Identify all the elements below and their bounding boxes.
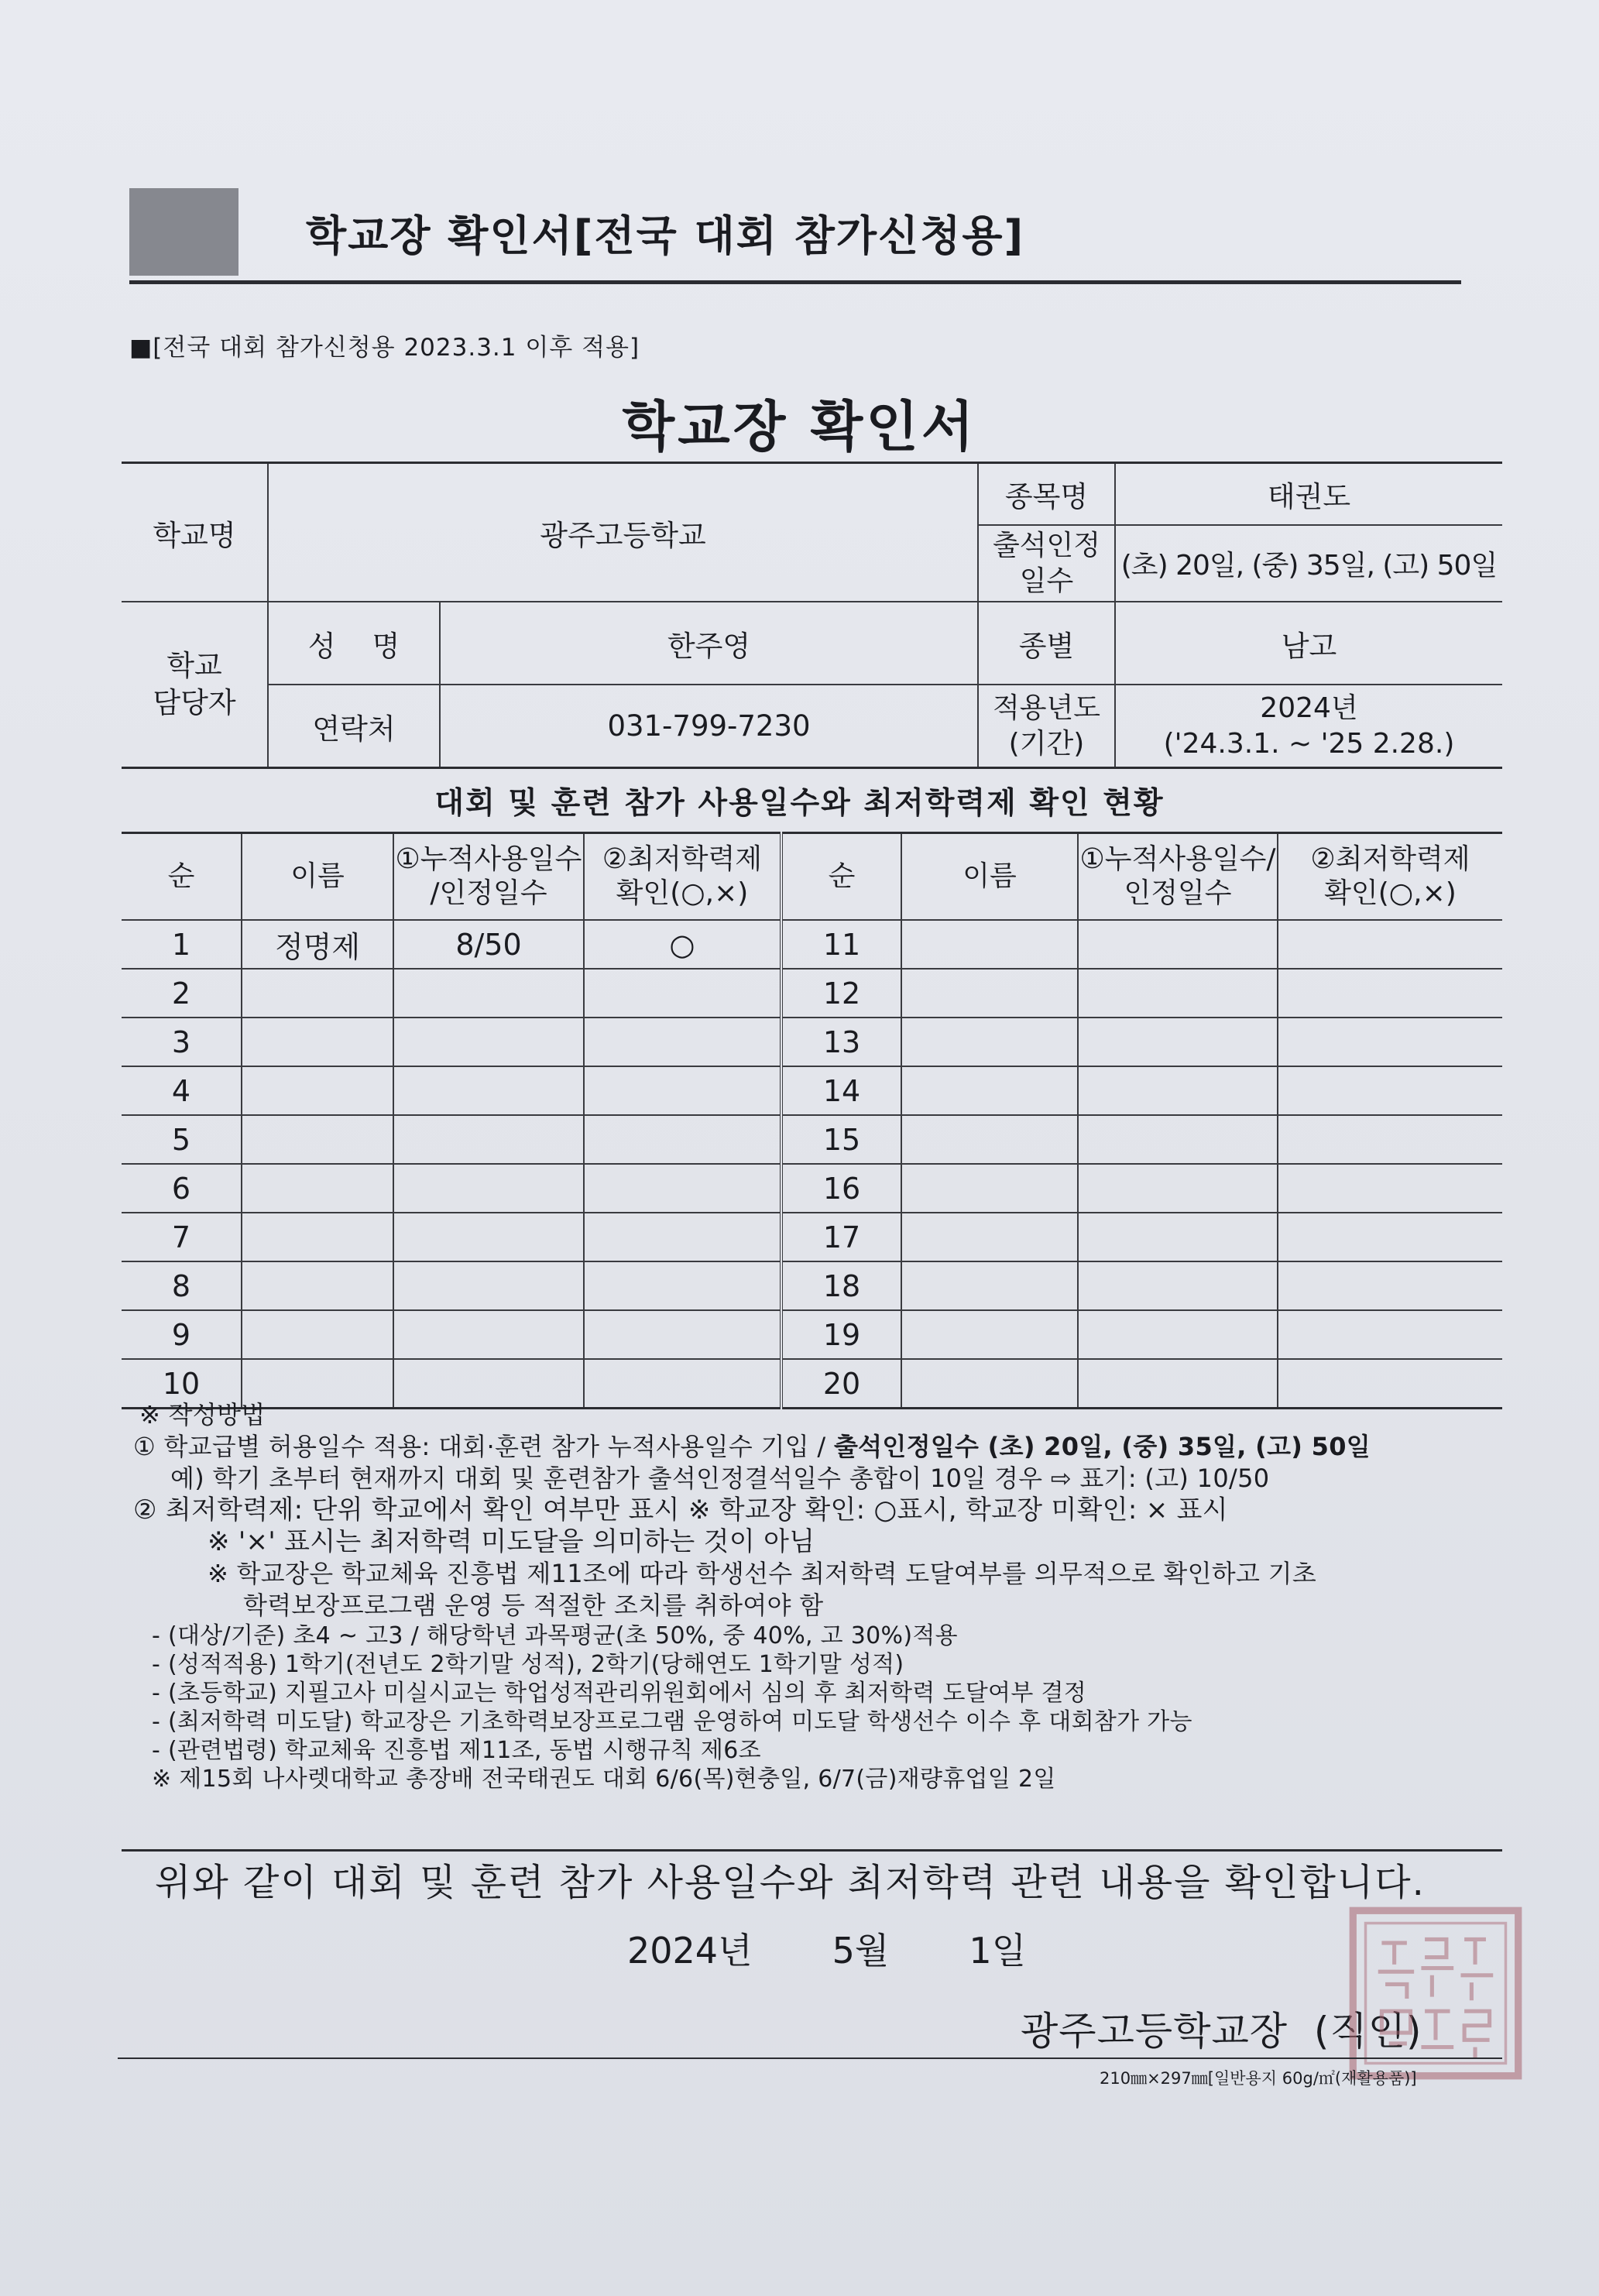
info-table bbox=[122, 462, 1502, 769]
row-days bbox=[393, 1115, 584, 1164]
row-check bbox=[584, 1018, 781, 1066]
row-name bbox=[242, 1164, 393, 1213]
year-value: 2024년 ('24.3.1. ~ '25 2.28.) bbox=[1115, 685, 1502, 768]
bottom-rule bbox=[118, 2057, 1502, 2059]
row-no: 3 bbox=[122, 1018, 242, 1066]
row-no: 7 bbox=[122, 1213, 242, 1261]
row-no: 1 bbox=[122, 920, 242, 969]
gender-label: 종별 bbox=[978, 602, 1115, 685]
sport-label: 종목명 bbox=[978, 463, 1115, 526]
row-check bbox=[584, 1066, 781, 1115]
row-days-2 bbox=[1078, 1213, 1278, 1261]
row-name bbox=[242, 1310, 393, 1359]
row-name-2 bbox=[901, 1018, 1078, 1066]
row-no: 6 bbox=[122, 1164, 242, 1213]
row-days-2 bbox=[1078, 920, 1278, 969]
main-title: 학교장 확인서 bbox=[622, 395, 977, 458]
row-no-2: 13 bbox=[781, 1018, 901, 1066]
table-row bbox=[122, 1018, 1502, 1066]
detail-4: - (최저학력 미도달) 학교장은 기초학력보장프로그램 운영하여 미도달 학생선수 이수 후 대회참가 가능 bbox=[152, 1708, 1192, 1735]
row-check-2 bbox=[1278, 1213, 1502, 1261]
attendance-value: (초) 20일, (중) 35일, (고) 50일 bbox=[1115, 525, 1502, 602]
row-check bbox=[584, 1213, 781, 1261]
col-name: 이름 bbox=[242, 833, 393, 921]
row-name-2 bbox=[901, 969, 1078, 1018]
col-check: ②최저학력제 확인(○,×) bbox=[584, 833, 781, 921]
col-name-2: 이름 bbox=[901, 833, 1078, 921]
row-no-2: 16 bbox=[781, 1164, 901, 1213]
notes-heading: ※ 작성방법 bbox=[139, 1400, 266, 1429]
note-1-example: 예) 학기 초부터 현재까지 대회 및 훈련참가 출석인정결석일수 총합이 10일 경우 ⇨ 표기: (고) 10/50 bbox=[170, 1464, 1270, 1493]
table-row bbox=[122, 1261, 1502, 1310]
row-check bbox=[584, 1261, 781, 1310]
principal-signature: 광주고등학교장 (직인) bbox=[1021, 2009, 1422, 2054]
table-row bbox=[122, 1164, 1502, 1213]
row-no: 5 bbox=[122, 1115, 242, 1164]
note-1-text: ① 학교급별 허용일수 적용: 대회·훈련 참가 누적사용일수 기입 / bbox=[133, 1432, 834, 1461]
row-name bbox=[242, 1115, 393, 1164]
detail-3: - (초등학교) 지필고사 미실시교는 학업성적관리위원회에서 심의 후 최저학력 도달여부 결정 bbox=[152, 1680, 1087, 1707]
row-days bbox=[393, 1066, 584, 1115]
row-days-2 bbox=[1078, 1066, 1278, 1115]
col-days: ①누적사용일수 /인정일수 bbox=[393, 833, 584, 921]
year-label: 적용년도 (기간) bbox=[978, 685, 1115, 768]
row-no-2: 20 bbox=[781, 1359, 901, 1409]
row-days bbox=[393, 1213, 584, 1261]
row-check-2 bbox=[1278, 1261, 1502, 1310]
row-no-2: 17 bbox=[781, 1213, 901, 1261]
official-seal-stamp bbox=[1346, 1903, 1525, 2083]
row-check bbox=[584, 1310, 781, 1359]
row-days bbox=[393, 1164, 584, 1213]
row-days-2 bbox=[1078, 1115, 1278, 1164]
row-check bbox=[584, 969, 781, 1018]
row-no-2: 11 bbox=[781, 920, 901, 969]
row-check-2 bbox=[1278, 1018, 1502, 1066]
gender-value: 남고 bbox=[1115, 602, 1502, 685]
notes-rule bbox=[122, 1849, 1502, 1852]
row-no-2: 14 bbox=[781, 1066, 901, 1115]
row-name-2 bbox=[901, 1261, 1078, 1310]
row-check-2 bbox=[1278, 1310, 1502, 1359]
participant-table bbox=[122, 832, 1502, 1409]
col-no-2: 순 bbox=[781, 833, 901, 921]
row-days-2 bbox=[1078, 1261, 1278, 1310]
row-days bbox=[393, 969, 584, 1018]
paper-spec: 210㎜×297㎜[일반용지 60g/㎡(재활용품)] bbox=[1100, 2069, 1417, 2088]
row-no: 2 bbox=[122, 969, 242, 1018]
table-row bbox=[122, 920, 1502, 969]
header-title: 학교장 확인서[전국 대회 참가신청용] bbox=[306, 211, 1025, 260]
status-title: 대회 및 훈련 참가 사용일수와 최저학력제 확인 현황 bbox=[434, 786, 1165, 821]
issue-date: 2024년 5월 1일 bbox=[627, 1930, 1027, 1972]
note-1-bold: 출석인정일수 (초) 20일, (중) 35일, (고) 50일 bbox=[833, 1432, 1371, 1461]
row-no: 8 bbox=[122, 1261, 242, 1310]
row-name-2 bbox=[901, 1066, 1078, 1115]
school-label: 학교명 bbox=[122, 463, 268, 602]
row-check-2 bbox=[1278, 1115, 1502, 1164]
row-no-2: 19 bbox=[781, 1310, 901, 1359]
writing-instructions bbox=[133, 1399, 1496, 1793]
row-name-2 bbox=[901, 920, 1078, 969]
header-rule bbox=[129, 280, 1461, 284]
row-check-2 bbox=[1278, 969, 1502, 1018]
table-row bbox=[122, 1115, 1502, 1164]
name-value: 한주영 bbox=[440, 602, 978, 685]
row-no-2: 15 bbox=[781, 1115, 901, 1164]
row-no: 4 bbox=[122, 1066, 242, 1115]
row-name-2 bbox=[901, 1115, 1078, 1164]
row-name bbox=[242, 1213, 393, 1261]
row-no-2: 18 bbox=[781, 1261, 901, 1310]
row-check-2 bbox=[1278, 920, 1502, 969]
table-row bbox=[122, 969, 1502, 1018]
row-days-2 bbox=[1078, 1018, 1278, 1066]
row-days-2 bbox=[1078, 1164, 1278, 1213]
applied-note: ■[전국 대회 참가신청용 2023.3.1 이후 적용] bbox=[129, 334, 640, 362]
contact-value: 031-799-7230 bbox=[440, 685, 978, 768]
row-check: ○ bbox=[584, 920, 781, 969]
row-check-2 bbox=[1278, 1066, 1502, 1115]
row-name bbox=[242, 969, 393, 1018]
contact-label: 연락처 bbox=[268, 685, 440, 768]
table-row bbox=[122, 1213, 1502, 1261]
row-days bbox=[393, 1261, 584, 1310]
col-days-2: ①누적사용일수/ 인정일수 bbox=[1078, 833, 1278, 921]
row-check bbox=[584, 1115, 781, 1164]
row-no-2: 12 bbox=[781, 969, 901, 1018]
row-no: 9 bbox=[122, 1310, 242, 1359]
attendance-label: 출석인정 일수 bbox=[978, 525, 1115, 602]
confirmation-statement: 위와 같이 대회 및 훈련 참가 사용일수와 최저학력 관련 내용을 확인합니다. bbox=[155, 1861, 1426, 1904]
row-days: 8/50 bbox=[393, 920, 584, 969]
col-no: 순 bbox=[122, 833, 242, 921]
row-check-2 bbox=[1278, 1164, 1502, 1213]
detail-5: - (관련법령) 학교체육 진흥법 제11조, 동법 시행규칙 제6조 bbox=[152, 1737, 761, 1764]
row-no: 10 bbox=[122, 1359, 242, 1409]
note-4-cont: 학력보장프로그램 운영 등 적절한 조치를 취하여야 함 bbox=[243, 1591, 824, 1620]
row-name bbox=[242, 1066, 393, 1115]
row-days bbox=[393, 1310, 584, 1359]
table-row bbox=[122, 1066, 1502, 1115]
note-1 bbox=[133, 1431, 1496, 1463]
col-check-2: ②최저학력제 확인(○,×) bbox=[1278, 833, 1502, 921]
note-5: ※ 제15회 나사렛대학교 총장배 전국태권도 대회 6/6(목)현충일, 6/7(금)재량휴업일 2일 bbox=[152, 1766, 1056, 1793]
row-name-2 bbox=[901, 1164, 1078, 1213]
row-days bbox=[393, 1018, 584, 1066]
row-name bbox=[242, 1261, 393, 1310]
detail-1: - (대상/기준) 초4 ~ 고3 / 해당학년 과목평균(초 50%, 중 40%, 고 30%)적용 bbox=[152, 1622, 958, 1649]
row-check bbox=[584, 1164, 781, 1213]
row-name bbox=[242, 1018, 393, 1066]
row-days-2 bbox=[1078, 969, 1278, 1018]
detail-2: - (성적적용) 1학기(전년도 2학기말 성적), 2학기(당해연도 1학기말 성적) bbox=[152, 1651, 904, 1678]
manager-label: 학교 담당자 bbox=[122, 602, 268, 768]
note-4: ※ 학교장은 학교체육 진흥법 제11조에 따라 학생선수 최저학력 도달여부를 의무적으로 확인하고 기초 bbox=[208, 1559, 1317, 1588]
row-name-2 bbox=[901, 1310, 1078, 1359]
row-name: 정명제 bbox=[242, 920, 393, 969]
name-label: 성 명 bbox=[268, 602, 440, 685]
sport-value: 태권도 bbox=[1115, 463, 1502, 526]
note-2: ② 최저학력제: 단위 학교에서 확인 여부만 표시 ※ 학교장 확인: ○표시, 학교장 미확인: × 표시 bbox=[133, 1495, 1228, 1526]
note-3: ※ '×' 표시는 최저학력 미도달을 의미하는 것이 아님 bbox=[208, 1526, 815, 1557]
school-name: 광주고등학교 bbox=[268, 463, 978, 602]
table-row bbox=[122, 1310, 1502, 1359]
row-name-2 bbox=[901, 1213, 1078, 1261]
header-gray-box bbox=[129, 188, 238, 276]
row-days-2 bbox=[1078, 1310, 1278, 1359]
